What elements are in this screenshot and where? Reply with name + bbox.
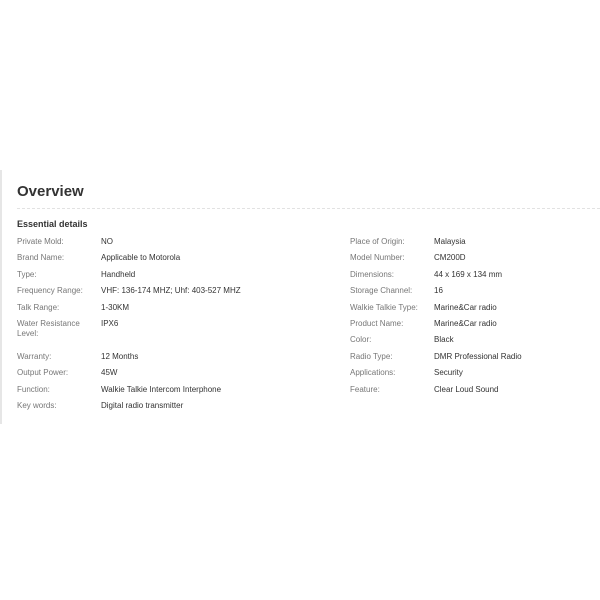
detail-label: Private Mold:: [17, 237, 64, 246]
detail-label: Key words:: [17, 400, 57, 410]
detail-value: Digital radio transmitter: [101, 400, 184, 410]
detail-label: Dimensions:: [350, 269, 395, 279]
detail-value: Security: [434, 368, 463, 378]
detail-row-product-name: [350, 319, 600, 335]
detail-value: 44 x 169 x 134 mm: [434, 269, 503, 279]
detail-label: Applications:: [350, 368, 396, 378]
detail-row-storage-channel: [350, 286, 600, 302]
detail-label: Feature:: [350, 384, 380, 394]
detail-value: VHF: 136-174 MHZ; Uhf: 403-527 MHZ: [101, 286, 241, 296]
detail-value: 1-30KM: [101, 302, 130, 312]
detail-label: Model Number:: [350, 253, 405, 263]
essential-details-heading: Essential details: [17, 219, 88, 229]
detail-label: Output Power:: [17, 368, 69, 378]
detail-value: Black: [434, 335, 454, 345]
detail-label: Color:: [350, 335, 372, 345]
detail-label: Warranty:: [17, 351, 52, 361]
detail-row-function: [17, 385, 337, 401]
detail-row-radio-type: [350, 352, 600, 368]
detail-label: Talk Range:: [17, 302, 60, 312]
overview-panel: [0, 170, 600, 424]
detail-label: Type:: [17, 269, 37, 279]
detail-row-applications: [350, 368, 600, 384]
detail-row-output-power: [17, 368, 337, 384]
detail-value: Marine&Car radio: [434, 318, 497, 328]
detail-row-warranty: [17, 352, 337, 368]
detail-value: Malaysia: [434, 237, 466, 246]
detail-row-color: [350, 335, 600, 351]
detail-label: Frequency Range:: [17, 286, 83, 296]
detail-value: 45W: [101, 368, 118, 378]
detail-row-place-of-origin: [350, 237, 600, 253]
detail-value: NO: [101, 237, 113, 246]
detail-row-walkie-talkie-type: [350, 303, 600, 319]
detail-label: Product Name:: [350, 318, 404, 328]
detail-label: Brand Name:: [17, 253, 65, 263]
detail-row-feature: [350, 385, 600, 401]
detail-row-model-number: [350, 253, 600, 269]
detail-row-water-resistance: [17, 319, 337, 352]
detail-row-key-words: [17, 401, 337, 417]
detail-value: Walkie Talkie Intercom Interphone: [101, 384, 222, 394]
detail-label: Place of Origin:: [350, 237, 405, 246]
detail-label: Water Resistance Level:: [17, 318, 80, 338]
detail-value: Clear Loud Sound: [434, 384, 499, 394]
detail-row-dimensions: [350, 270, 600, 286]
detail-row-talk-range: [17, 303, 337, 319]
detail-value: Handheld: [101, 269, 136, 279]
detail-value: Marine&Car radio: [434, 302, 497, 312]
detail-row-private-mold: [17, 237, 337, 253]
detail-label: Radio Type:: [350, 351, 393, 361]
detail-label: Function:: [17, 384, 50, 394]
detail-value: CM200D: [434, 253, 466, 263]
detail-value: Applicable to Motorola: [101, 253, 181, 263]
detail-value: DMR Professional Radio: [434, 351, 522, 361]
overview-title: Overview: [17, 183, 84, 200]
detail-label: Storage Channel:: [350, 286, 413, 296]
detail-row-type: [17, 270, 337, 286]
details-right-column: [350, 237, 600, 401]
detail-label: Walkie Talkie Type:: [350, 302, 418, 312]
detail-value: 16: [434, 286, 443, 296]
detail-row-frequency-range: [17, 286, 337, 302]
overview-divider: [17, 208, 600, 209]
detail-row-brand-name: [17, 253, 337, 269]
details-left-column: [17, 237, 337, 417]
detail-value: 12 Months: [101, 351, 139, 361]
detail-value: IPX6: [101, 318, 119, 328]
